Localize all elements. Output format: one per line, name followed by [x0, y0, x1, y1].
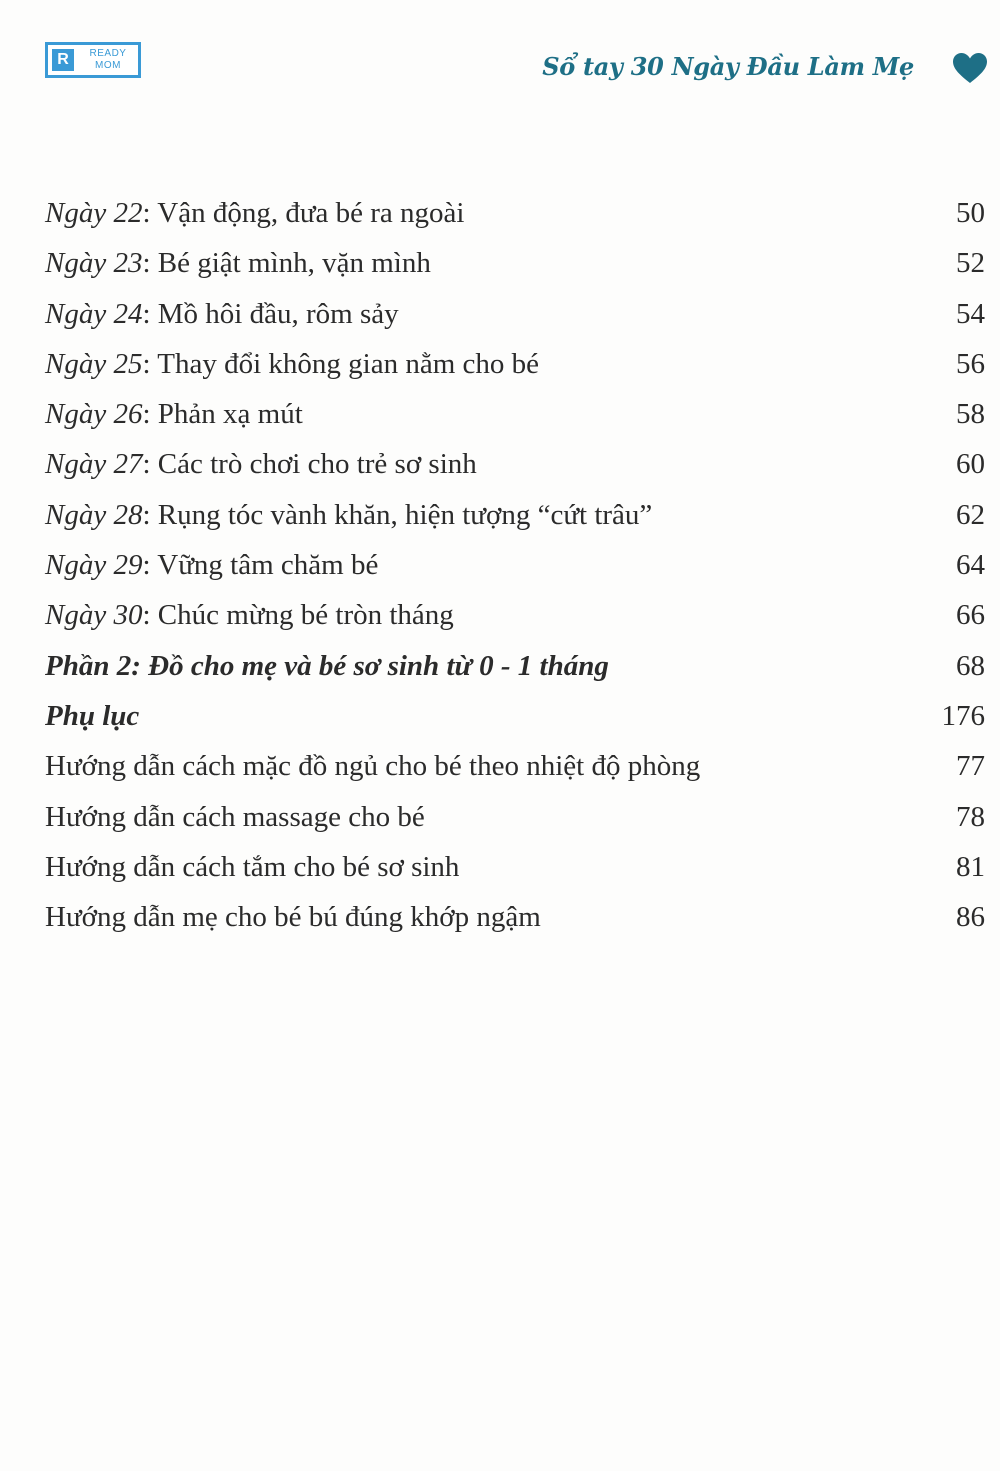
toc-page-number: 58 [956, 398, 985, 431]
toc-page-number: 54 [956, 297, 985, 330]
heart-icon [952, 52, 988, 84]
toc-page-number: 62 [956, 498, 985, 531]
toc-day-label: Ngày 29 [45, 549, 143, 582]
toc-entry-day-27[interactable] [45, 439, 985, 489]
toc-entry-title: : Chúc mừng bé tròn tháng [142, 599, 454, 632]
toc-page-number: 52 [956, 247, 985, 280]
toc-day-label: Ngày 30 [45, 599, 143, 632]
toc-entry-title: Hướng dẫn mẹ cho bé bú đúng khớp ngậm [45, 901, 541, 934]
toc-page-number: 64 [956, 549, 985, 582]
ready-mom-logo [45, 42, 141, 78]
toc-entry-label [45, 238, 431, 288]
toc-entry-title: Hướng dẫn cách mặc đồ ngủ cho bé theo nhiệt độ phòng [45, 750, 701, 783]
toc-entry-appendix[interactable] [45, 691, 985, 741]
toc-entry-title: : Vận động, đưa bé ra ngoài [142, 197, 465, 229]
logo-line-1: READY [89, 48, 127, 59]
toc-day-label: Ngày 28 [45, 498, 143, 531]
toc-entry-day-24[interactable] [45, 289, 985, 339]
toc-entry-latching-guide[interactable] [45, 892, 985, 942]
toc-entry-title: : Mồ hôi đầu, rôm sảy [142, 297, 399, 330]
toc-day-label: Ngày 25 [45, 347, 143, 380]
logo-text [80, 48, 136, 72]
toc-day-label: Ngày 22 [45, 197, 143, 229]
toc-page-number: 66 [956, 599, 985, 632]
toc-day-label: Ngày 24 [45, 297, 143, 330]
toc-day-label: Ngày 23 [45, 247, 143, 280]
toc-entry-label [45, 289, 399, 339]
toc-entry-title: : Thay đổi không gian nằm cho bé [142, 347, 539, 380]
page-header [0, 0, 1000, 120]
toc-page-number: 68 [956, 649, 985, 682]
toc-entry-massage-guide[interactable] [45, 792, 985, 842]
toc-entry-label [45, 490, 652, 540]
toc-entry-day-25[interactable] [45, 339, 985, 389]
toc-entry-bathing-guide[interactable] [45, 842, 985, 892]
toc-entry-label [45, 188, 465, 238]
toc-entry-label [45, 339, 539, 389]
toc-page-number: 78 [956, 800, 985, 833]
toc-entry-part-2[interactable] [45, 641, 985, 691]
toc-page-number: 176 [941, 699, 985, 732]
toc-entry-day-30[interactable] [45, 590, 985, 640]
toc-day-label: Ngày 26 [45, 398, 143, 431]
toc-page-number: 60 [956, 448, 985, 481]
toc-entry-title: : Các trò chơi cho trẻ sơ sinh [142, 448, 477, 481]
toc-entry-label [45, 389, 303, 439]
toc-entry-day-29[interactable] [45, 540, 985, 590]
toc-entry-label [45, 439, 477, 489]
toc-entry-title: : Vững tâm chăm bé [142, 549, 379, 582]
book-title: Sổ tay 30 Ngày Đầu Làm Mẹ [542, 52, 914, 81]
toc-section-title: Phụ lục [45, 699, 140, 732]
toc-page-number: 81 [956, 850, 985, 883]
toc-page-number: 77 [956, 750, 985, 783]
toc-entry-title: : Bé giật mình, vặn mình [142, 247, 431, 280]
toc-entry-sleepwear-guide[interactable] [45, 741, 985, 791]
toc-day-label: Ngày 27 [45, 448, 143, 481]
toc-entry-label [45, 540, 378, 590]
toc-entry-day-23[interactable] [45, 238, 985, 288]
logo-line-2: MOM [95, 60, 121, 71]
toc-entry-title: : Phản xạ mút [142, 398, 303, 431]
toc-page-number: 86 [956, 901, 985, 934]
toc-entry-day-28[interactable] [45, 490, 985, 540]
toc-page-number: 56 [956, 347, 985, 380]
toc-entry-label [45, 590, 454, 640]
toc-page-number: 50 [956, 197, 985, 229]
toc-entry-day-22[interactable] [45, 188, 985, 238]
table-of-contents [45, 188, 985, 942]
logo-mark: R [52, 49, 74, 71]
toc-entry-title: Hướng dẫn cách tắm cho bé sơ sinh [45, 850, 460, 883]
toc-entry-day-26[interactable] [45, 389, 985, 439]
toc-section-title: Phần 2: Đồ cho mẹ và bé sơ sinh từ 0 - 1 tháng [45, 649, 609, 682]
toc-entry-title: Hướng dẫn cách massage cho bé [45, 800, 425, 833]
toc-entry-title: : Rụng tóc vành khăn, hiện tượng “cứt trâu” [142, 498, 653, 531]
